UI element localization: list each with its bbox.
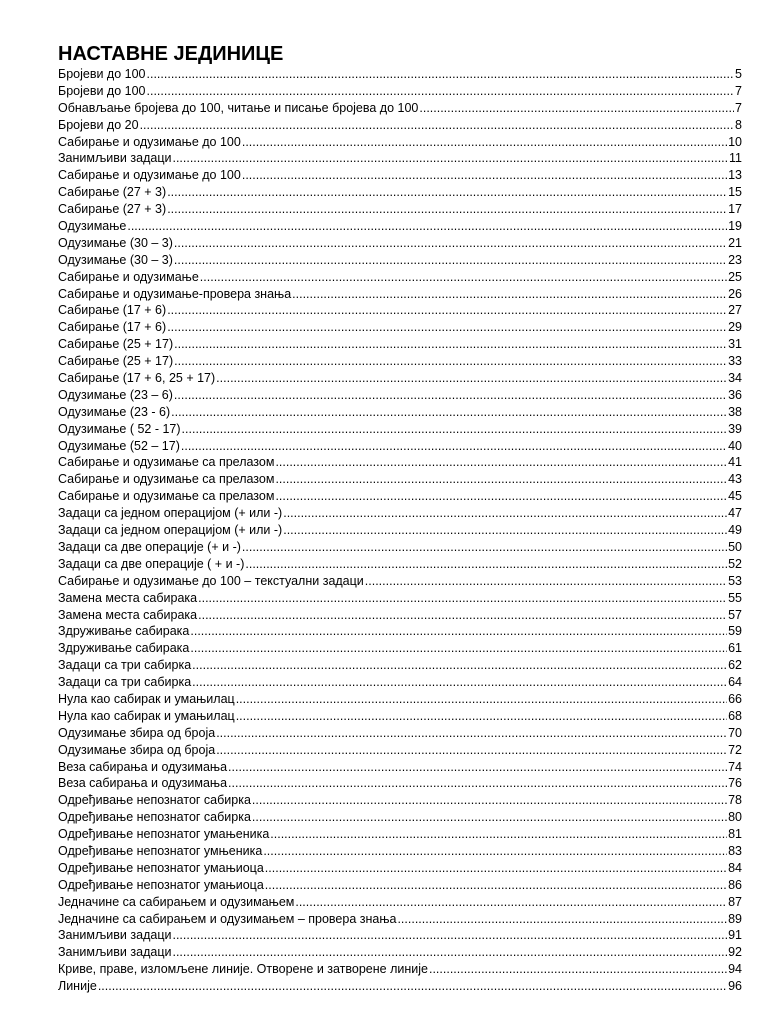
toc-entry-title: Сабирање и одузимање са прелазом xyxy=(58,489,275,504)
toc-entry-page-number: 78 xyxy=(728,793,742,808)
toc-entry-page-number: 13 xyxy=(728,168,742,183)
dot-leader xyxy=(236,691,727,708)
toc-entry-title: Задаци са две операције ( + и -) xyxy=(58,556,245,571)
toc-entry-title: Здруживање сабирака xyxy=(58,624,190,639)
toc-entry xyxy=(58,100,742,117)
toc-entry-title: Сабирање и одузимање до 100 xyxy=(58,168,241,183)
toc-entry-page-number: 53 xyxy=(728,573,742,588)
toc-entry-title: Задаци са две операције (+ и -) xyxy=(58,539,241,554)
dot-leader xyxy=(167,319,727,336)
toc-entry xyxy=(58,573,742,590)
toc-entry xyxy=(58,252,742,269)
dot-leader xyxy=(265,860,727,877)
toc-entry-page-number: 31 xyxy=(728,337,742,352)
dot-leader xyxy=(198,590,727,607)
dot-leader xyxy=(140,117,734,134)
toc-entry xyxy=(58,877,742,894)
toc-entry-title: Одузимање збира од броја xyxy=(58,742,216,757)
dot-leader xyxy=(147,66,735,83)
toc-entry xyxy=(58,961,742,978)
toc-entry-page-number: 23 xyxy=(728,252,742,267)
toc-entry xyxy=(58,83,742,100)
dot-leader xyxy=(172,150,728,167)
dot-leader xyxy=(292,286,727,303)
toc-entry-title: Сабирање и одузимање са прелазом xyxy=(58,472,275,487)
toc-entry-title: Једначине са сабирањем и одузимањем – провера знања xyxy=(58,911,397,926)
toc-entry xyxy=(58,454,742,471)
toc-entry-title: Одузимање ( 52 - 17) xyxy=(58,421,181,436)
toc-entry-title: Занимљиви задаци xyxy=(58,945,172,960)
toc-entry xyxy=(58,471,742,488)
toc-entry-title: Сабирање и одузимање до 100 xyxy=(58,134,241,149)
toc-entry-page-number: 89 xyxy=(728,911,742,926)
toc-entry-title: Одузимање (23 – 6) xyxy=(58,387,173,402)
toc-entry xyxy=(58,302,742,319)
toc-entry xyxy=(58,911,742,928)
toc-entry-title: Занимљиви задаци xyxy=(58,151,172,166)
toc-entry xyxy=(58,150,742,167)
toc-entry xyxy=(58,657,742,674)
toc-entry xyxy=(58,421,742,438)
toc-entry-page-number: 7 xyxy=(735,100,742,115)
dot-leader xyxy=(397,911,727,928)
toc-entry xyxy=(58,843,742,860)
dot-leader xyxy=(263,843,727,860)
dot-leader xyxy=(242,167,727,184)
toc-entry-page-number: 38 xyxy=(728,404,742,419)
toc-entry-page-number: 45 xyxy=(728,489,742,504)
toc-entry-title: Сабирање (25 + 17) xyxy=(58,337,174,352)
dot-leader xyxy=(283,505,727,522)
toc-entry-title: Веза сабирања и одузимања xyxy=(58,776,228,791)
toc-entry-page-number: 26 xyxy=(728,286,742,301)
toc-entry-page-number: 36 xyxy=(728,387,742,402)
toc-entry-title: Сабирање и одузимање са прелазом xyxy=(58,455,275,470)
dot-leader xyxy=(275,454,727,471)
toc-entry-page-number: 11 xyxy=(729,151,742,166)
dot-leader xyxy=(198,607,727,624)
document-page xyxy=(58,43,742,995)
toc-entry-page-number: 61 xyxy=(728,641,742,656)
toc-entry-title: Одређивање непознатог умњеника xyxy=(58,843,263,858)
toc-entry-page-number: 91 xyxy=(728,928,742,943)
toc-entry xyxy=(58,792,742,809)
toc-entry-page-number: 72 xyxy=(728,742,742,757)
dot-leader xyxy=(174,235,727,252)
toc-entry-title: Одређивање непознатог сабирка xyxy=(58,793,251,808)
toc-entry-page-number: 86 xyxy=(728,877,742,892)
dot-leader xyxy=(252,792,727,809)
dot-leader xyxy=(190,640,727,657)
toc-entry-page-number: 96 xyxy=(728,979,742,994)
toc-entry xyxy=(58,66,742,83)
toc-entry xyxy=(58,269,742,286)
toc-entry-page-number: 70 xyxy=(728,725,742,740)
dot-leader xyxy=(295,894,727,911)
toc-entry xyxy=(58,286,742,303)
toc-entry-title: Одређивање непознатог умањиоца xyxy=(58,877,264,892)
toc-entry-title: Бројеви до 100 xyxy=(58,83,146,98)
toc-entry-title: Занимљиви задаци xyxy=(58,928,172,943)
toc-entry-title: Сабирање и одузимање до 100 – текстуални задаци xyxy=(58,573,364,588)
toc-entry-title: Одређивање непознатог сабирка xyxy=(58,810,251,825)
toc-entry-title: Обнављање бројева до 100, читање и писање бројева до 100 xyxy=(58,100,419,115)
toc-entry xyxy=(58,556,742,573)
dot-leader xyxy=(228,775,727,792)
toc-entry-page-number: 7 xyxy=(735,83,742,98)
toc-entry-page-number: 68 xyxy=(728,708,742,723)
toc-entry xyxy=(58,488,742,505)
toc-entry-title: Замена места сабирака xyxy=(58,607,198,622)
toc-entry-title: Нула као сабирак и умањилац xyxy=(58,691,235,706)
dot-leader xyxy=(167,302,727,319)
toc-entry xyxy=(58,674,742,691)
toc-entry-title: Сабирање (17 + 6) xyxy=(58,303,167,318)
toc-entry xyxy=(58,590,742,607)
dot-leader xyxy=(245,556,727,573)
dot-leader xyxy=(265,877,727,894)
toc-entry xyxy=(58,201,742,218)
toc-entry-title: Одузимање (23 - 6) xyxy=(58,404,171,419)
toc-entry-page-number: 25 xyxy=(728,269,742,284)
toc-entry-title: Одузимање (30 – 3) xyxy=(58,235,173,250)
toc-entry xyxy=(58,759,742,776)
toc-entry-title: Бројеви до 20 xyxy=(58,117,139,132)
toc-entry xyxy=(58,353,742,370)
toc-entry-title: Одређивање непознатог умањеника xyxy=(58,827,270,842)
toc-entry-title: Нула као сабирак и умањилац xyxy=(58,708,235,723)
toc-entry-title: Замена места сабирака xyxy=(58,590,198,605)
toc-entry xyxy=(58,860,742,877)
toc-entry xyxy=(58,319,742,336)
toc-entry-title: Одузимање збира од броја xyxy=(58,725,216,740)
toc-entry-page-number: 21 xyxy=(728,235,742,250)
toc-entry xyxy=(58,725,742,742)
toc-entry xyxy=(58,184,742,201)
toc-entry-title: Одређивање непознатог умањиоца xyxy=(58,860,264,875)
dot-leader xyxy=(182,421,728,438)
toc-entry-page-number: 81 xyxy=(728,827,742,842)
toc-entry-title: Веза сабирања и одузимања xyxy=(58,759,228,774)
toc-entry-title: Задаци са једном операцијом (+ или -) xyxy=(58,506,283,521)
toc-entry-title: Сабирање (27 + 3) xyxy=(58,202,167,217)
dot-leader xyxy=(174,353,727,370)
toc-entry-title: Сабирање и одузимање xyxy=(58,269,199,284)
toc-entry xyxy=(58,505,742,522)
toc-entry xyxy=(58,742,742,759)
toc-entry-page-number: 27 xyxy=(728,303,742,318)
dot-leader xyxy=(127,218,727,235)
dot-leader xyxy=(167,201,727,218)
toc-entry xyxy=(58,894,742,911)
dot-leader xyxy=(190,623,727,640)
dot-leader xyxy=(192,657,727,674)
toc-entry-page-number: 29 xyxy=(728,320,742,335)
toc-entry-page-number: 62 xyxy=(728,658,742,673)
toc-entry-page-number: 39 xyxy=(728,421,742,436)
toc-entry xyxy=(58,167,742,184)
toc-entry-title: Одузимање (52 – 17) xyxy=(58,438,180,453)
dot-leader xyxy=(216,725,727,742)
toc-entry-page-number: 40 xyxy=(728,438,742,453)
toc-entry-page-number: 74 xyxy=(728,759,742,774)
dot-leader xyxy=(216,742,727,759)
toc-entry-page-number: 34 xyxy=(728,371,742,386)
toc-entry-title: Задаци са три сабирка xyxy=(58,658,192,673)
toc-entry xyxy=(58,134,742,151)
toc-entry-page-number: 57 xyxy=(728,607,742,622)
dot-leader xyxy=(167,184,727,201)
toc-entry xyxy=(58,640,742,657)
toc-entry-page-number: 76 xyxy=(728,776,742,791)
toc-entry-page-number: 8 xyxy=(735,117,742,132)
toc-entry xyxy=(58,336,742,353)
toc-entry xyxy=(58,708,742,725)
dot-leader xyxy=(98,978,727,995)
dot-leader xyxy=(171,404,727,421)
dot-leader xyxy=(174,387,727,404)
toc-entry-title: Сабирање (27 + 3) xyxy=(58,185,167,200)
toc-entry xyxy=(58,607,742,624)
toc-entry-page-number: 5 xyxy=(735,67,742,81)
dot-leader xyxy=(228,759,727,776)
toc-entry-page-number: 43 xyxy=(728,472,742,487)
toc-entry-title: Криве, праве, изломљене линије. Отворене и затворене линије xyxy=(58,962,428,977)
toc-entry-title: Задаци са три сабирка xyxy=(58,675,192,690)
table-of-contents xyxy=(58,66,742,995)
toc-entry-page-number: 52 xyxy=(728,556,742,571)
toc-entry-page-number: 80 xyxy=(728,810,742,825)
toc-entry-title: Сабирање (25 + 17) xyxy=(58,354,174,369)
toc-entry-title: Сабирање (17 + 6, 25 + 17) xyxy=(58,371,216,386)
dot-leader xyxy=(147,83,735,100)
toc-entry xyxy=(58,539,742,556)
dot-leader xyxy=(419,100,734,117)
toc-entry xyxy=(58,809,742,826)
toc-entry-page-number: 33 xyxy=(728,354,742,369)
toc-entry xyxy=(58,218,742,235)
toc-entry xyxy=(58,623,742,640)
dot-leader xyxy=(242,134,727,151)
dot-leader xyxy=(365,573,727,590)
toc-entry-page-number: 83 xyxy=(728,843,742,858)
toc-entry-page-number: 87 xyxy=(728,894,742,909)
dot-leader xyxy=(283,522,727,539)
dot-leader xyxy=(216,370,727,387)
toc-entry-title: Бројеви до 100 xyxy=(58,67,146,81)
toc-entry xyxy=(58,944,742,961)
toc-entry xyxy=(58,235,742,252)
dot-leader xyxy=(275,488,727,505)
toc-entry-page-number: 50 xyxy=(728,539,742,554)
toc-entry-title: Задаци са једном операцијом (+ или -) xyxy=(58,523,283,538)
toc-entry-page-number: 19 xyxy=(728,219,742,234)
toc-entry-title: Сабирање (17 + 6) xyxy=(58,320,167,335)
toc-entry xyxy=(58,522,742,539)
toc-entry xyxy=(58,927,742,944)
toc-entry-title: Здруживање сабирака xyxy=(58,641,190,656)
toc-entry-page-number: 92 xyxy=(728,945,742,960)
dot-leader xyxy=(181,438,727,455)
toc-entry-page-number: 94 xyxy=(728,962,742,977)
toc-entry xyxy=(58,438,742,455)
dot-leader xyxy=(270,826,727,843)
page-title: НАСТАВНЕ ЈЕДИНИЦЕ xyxy=(58,43,284,65)
toc-entry-page-number: 41 xyxy=(728,455,742,470)
dot-leader xyxy=(200,269,727,286)
toc-entry-page-number: 47 xyxy=(728,506,742,521)
toc-entry-page-number: 10 xyxy=(728,134,742,149)
toc-entry xyxy=(58,978,742,995)
toc-entry xyxy=(58,691,742,708)
dot-leader xyxy=(172,927,727,944)
dot-leader xyxy=(174,252,727,269)
toc-entry-page-number: 49 xyxy=(728,523,742,538)
dot-leader xyxy=(174,336,727,353)
toc-entry-title: Одузимање xyxy=(58,219,127,234)
toc-entry-page-number: 55 xyxy=(728,590,742,605)
dot-leader xyxy=(192,674,727,691)
toc-entry xyxy=(58,370,742,387)
toc-entry-page-number: 15 xyxy=(728,185,742,200)
toc-entry xyxy=(58,826,742,843)
toc-entry-page-number: 17 xyxy=(728,202,742,217)
toc-entry xyxy=(58,387,742,404)
dot-leader xyxy=(275,471,727,488)
toc-entry-title: Сабирање и одузимање-провера знања xyxy=(58,286,292,301)
toc-entry-title: Одузимање (30 – 3) xyxy=(58,252,173,267)
toc-entry-page-number: 59 xyxy=(728,624,742,639)
dot-leader xyxy=(172,944,727,961)
dot-leader xyxy=(429,961,727,978)
dot-leader xyxy=(252,809,727,826)
toc-entry-title: Једначине са сабирањем и одузимањем xyxy=(58,894,295,909)
toc-entry xyxy=(58,117,742,134)
dot-leader xyxy=(236,708,727,725)
toc-entry-title: Линије xyxy=(58,979,97,994)
toc-entry xyxy=(58,404,742,421)
toc-entry-page-number: 64 xyxy=(728,675,742,690)
dot-leader xyxy=(242,539,727,556)
toc-entry-page-number: 66 xyxy=(728,691,742,706)
toc-entry xyxy=(58,775,742,792)
toc-entry-page-number: 84 xyxy=(728,860,742,875)
